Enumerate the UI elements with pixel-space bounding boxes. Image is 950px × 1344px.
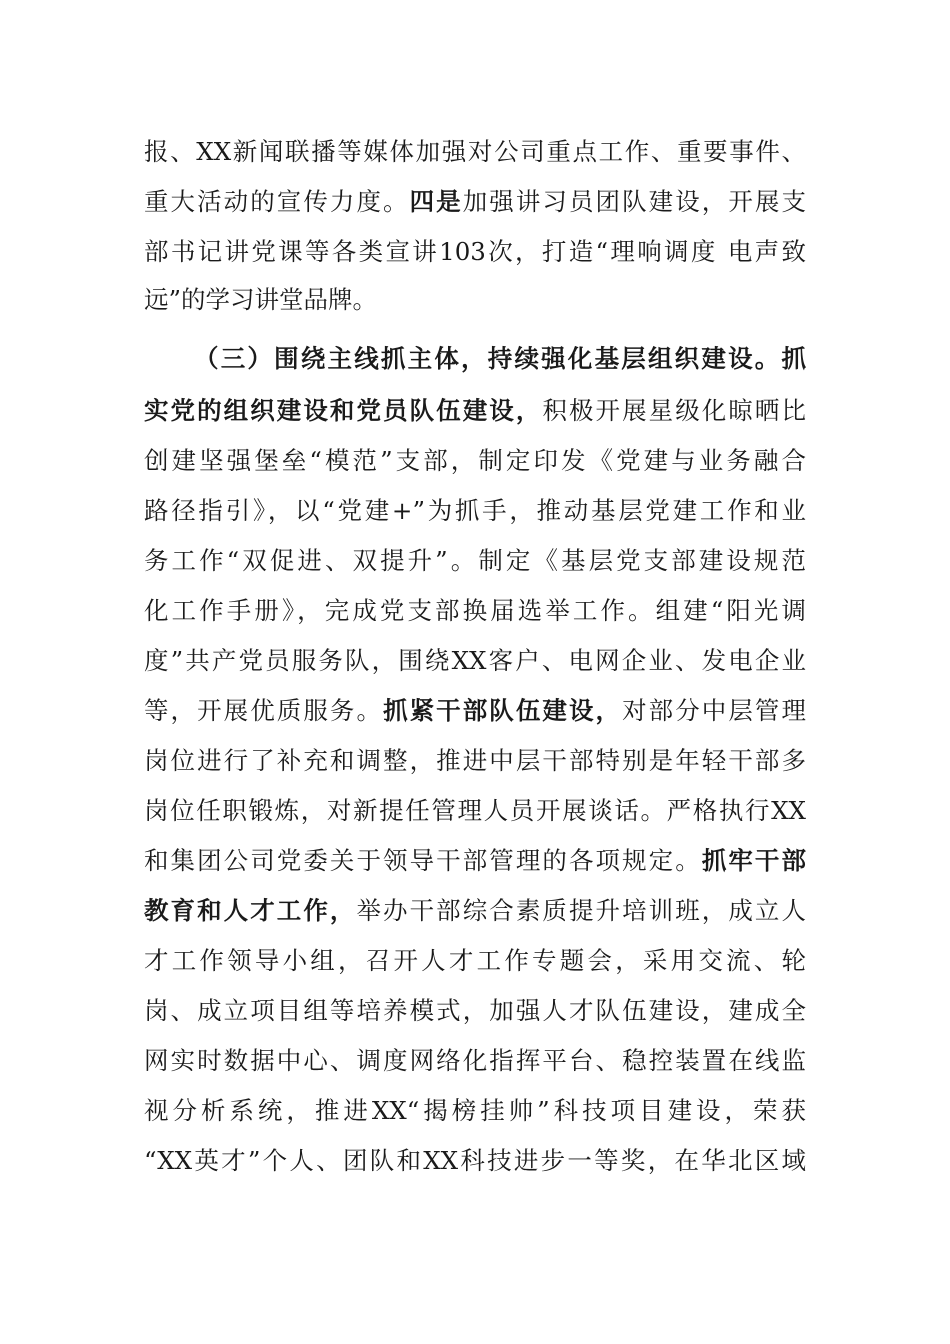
emphasis-text: 实党的组织建设和党员队伍建设， (144, 396, 543, 425)
paragraph-line: 岗位进行了补充和调整，推进中层干部特别是年轻干部多 (144, 746, 806, 775)
paragraph-line: 度”共产党员服务队，围绕XX客户、电网企业、发电企业 (144, 646, 806, 675)
paragraph-line: 务工作“双促进、双提升”。制定《基层党支部建设规范 (144, 546, 806, 575)
paragraph-line: “XX英才”个人、团队和XX科技进步一等奖，在华北区域 (144, 1146, 806, 1175)
paragraph-line: 岗位任职锻炼，对新提任管理人员开展谈话。严格执行XX (144, 796, 806, 825)
paragraph-line: 重大活动的宣传力度。四是加强讲习员团队建设，开展支 (144, 187, 806, 216)
paragraph-line: 路径指引》，以“党建+”为抓手，推动基层党建工作和业 (144, 496, 806, 525)
paragraph-last-line: 远”的学习讲堂品牌。 (144, 285, 378, 314)
paragraph-line: 教育和人才工作，举办干部综合素质提升培训班，成立人 (144, 896, 806, 925)
paragraph-line: 视分析系统，推进XX“揭榜挂帅”科技项目建设，荣获 (144, 1096, 806, 1125)
emphasis-text: 抓牢干部 (701, 846, 806, 875)
paragraph-line: 网实时数据中心、调度网络化指挥平台、稳控装置在线监 (144, 1046, 806, 1075)
paragraph-line: 实党的组织建设和党员队伍建设，积极开展星级化晾晒比 (144, 396, 806, 425)
paragraph-line: 创建坚强堡垒“模范”支部，制定印发《党建与业务融合 (144, 446, 806, 475)
paragraph-line: 岗、成立项目组等培养模式，加强人才队伍建设，建成全 (144, 996, 806, 1025)
paragraph-line: 部书记讲党课等各类宣讲103次，打造“理响调度 电声致 (144, 237, 806, 266)
paragraph-line: 才工作领导小组，召开人才工作专题会，采用交流、轮 (144, 946, 806, 975)
emphasis-text: 四是 (409, 187, 463, 216)
paragraph-line: 和集团公司党委关于领导干部管理的各项规定。抓牢干部 (144, 846, 806, 875)
section-heading-line (194, 339, 806, 379)
paragraph-line: 化工作手册》，完成党支部换届选举工作。组建“阳光调 (144, 596, 806, 625)
emphasis-text: 教育和人才工作， (144, 896, 357, 925)
section-heading: （三）围绕主线抓主体，持续强化基层组织建设。抓 (194, 344, 806, 373)
paragraph-line: 等，开展优质服务。抓紧干部队伍建设，对部分中层管理 (144, 696, 806, 725)
paragraph-line: 报、XX新闻联播等媒体加强对公司重点工作、重要事件、 (144, 137, 806, 166)
emphasis-text: 抓紧干部队伍建设， (383, 696, 623, 725)
